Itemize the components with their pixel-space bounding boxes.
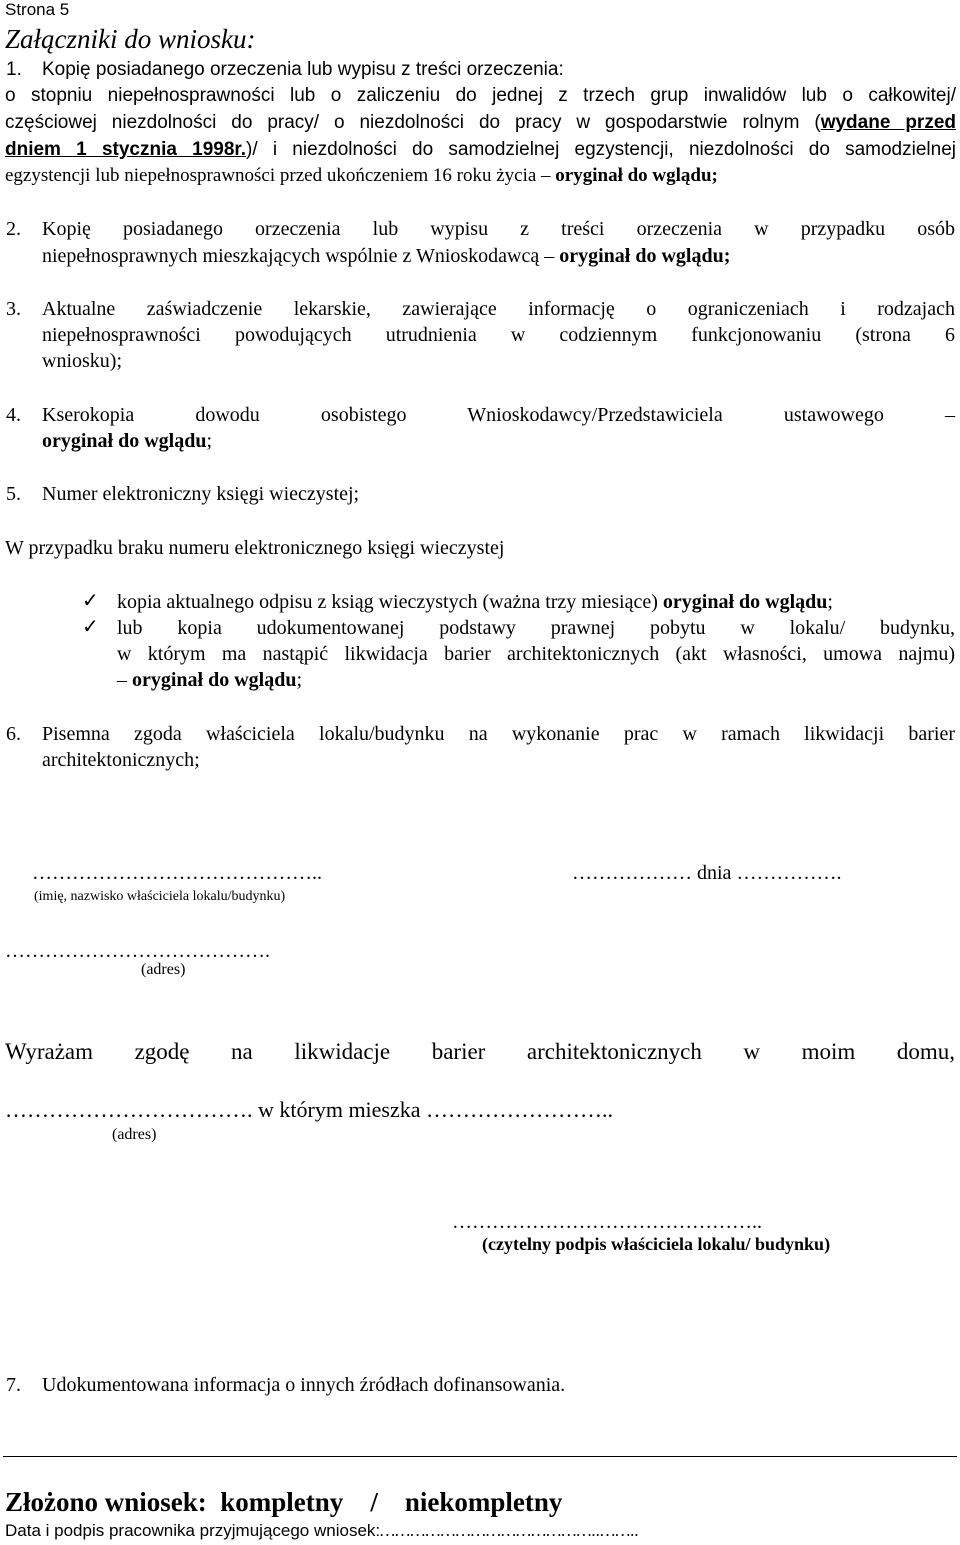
checklist-item-1: kopia aktualnego odpisu z ksiąg wieczystych (ważna trzy miesiące) oryginał do wglądu; xyxy=(117,591,833,613)
item-number: 6. xyxy=(6,723,21,745)
page-label: Strona 5 xyxy=(5,0,70,19)
resident-field[interactable]: …………………….. xyxy=(426,1097,614,1122)
status-label: Złożono wniosek: xyxy=(5,1487,207,1517)
section-heading: W przypadku braku numeru elektronicznego księgi wieczystej xyxy=(5,537,505,559)
application-status: Złożono wniosek: kompletny / niekompletny xyxy=(5,1487,563,1517)
date-field[interactable]: ……………… dnia ……………. xyxy=(572,862,842,884)
checklist-item-2-line: w którym ma nastąpić likwidacja barier architektonicznych (akt własności, umowa najmu) xyxy=(117,643,955,665)
item-number: 2. xyxy=(6,218,21,240)
item-text: egzystencji lub niepełnosprawności przed ukończeniem 16 roku życia – oryginał do wglądu; xyxy=(5,165,718,186)
item-text: architektonicznych; xyxy=(42,749,200,771)
checkmark-icon: ✓ xyxy=(82,590,99,612)
item-text: dniem 1 stycznia 1998r.)/ i niezdolności do samodzielnej egzystencji, niezdolności do samodzielnej xyxy=(5,139,956,160)
owner-address-caption: (adres) xyxy=(141,961,186,978)
item-text: oryginał do wglądu; xyxy=(42,430,213,452)
item-text: niepełnosprawnych mieszkających wspólnie z Wnioskodawcą – oryginał do wglądu; xyxy=(42,245,731,267)
staff-signature-line: Data i podpis pracownika przyjmującego wniosek:……………………………………..…….. xyxy=(5,1521,639,1540)
home-address-field[interactable]: ……………………………. xyxy=(5,1097,253,1122)
owner-address-field[interactable]: …………………………………. xyxy=(5,940,270,962)
owner-signature-caption: (czytelny podpis właściciela lokalu/ budynku) xyxy=(482,1234,831,1254)
item-number: 1. xyxy=(6,59,22,80)
item-text: wniosku); xyxy=(42,350,122,372)
emphasis-text: oryginał do wglądu xyxy=(132,669,297,691)
item-number: 3. xyxy=(6,298,21,320)
emphasis-text: oryginał do wglądu; xyxy=(555,165,718,186)
home-address-caption: (adres) xyxy=(112,1126,157,1143)
item-text: Udokumentowana informacja o innych źródłach dofinansowania. xyxy=(42,1374,566,1396)
item-text: niepełnosprawności powodujących utrudnienia w codziennym funkcjonowaniu (strona 6 xyxy=(42,324,955,346)
divider xyxy=(3,1456,957,1457)
page-title: Załączniki do wniosku: xyxy=(5,24,256,54)
status-option-incomplete[interactable]: niekompletny xyxy=(404,1487,563,1517)
emphasis-text: oryginał do wglądu xyxy=(662,591,828,613)
item-text: Kopię posiadanego orzeczenia lub wypisu z treści orzeczenia: xyxy=(42,59,564,80)
emphasis-text: oryginał do wglądu xyxy=(42,430,207,452)
checkmark-icon: ✓ xyxy=(82,616,99,638)
staff-signature-field[interactable]: ……………………………………..…….. xyxy=(380,1521,639,1540)
checklist-item-2-line: – oryginał do wglądu; xyxy=(117,669,303,691)
item-text: częściowej niezdolności do pracy/ o niezdolności do pracy w gospodarstwie rolnym (wydane przed xyxy=(5,112,956,133)
item-number: 5. xyxy=(6,483,21,505)
home-address-line: ……………………………. w którym mieszka …………………….. xyxy=(5,1097,614,1122)
owner-name-caption: (imię, nazwisko właściciela lokalu/budynku) xyxy=(34,889,286,904)
item-text: Aktualne zaświadczenie lekarskie, zawierające informację o ograniczeniach i rodzajach xyxy=(42,298,955,320)
item-text: o stopniu niepełnosprawności lub o zaliczeniu do jednej z trzech grup inwalidów lub o całkowitej/ xyxy=(5,85,956,106)
item-number: 7. xyxy=(6,1374,21,1396)
item-text: Kopię posiadanego orzeczenia lub wypisu z treści orzeczenia w przypadku osób xyxy=(42,218,955,240)
owner-name-field[interactable]: …………………………………….. xyxy=(32,862,322,884)
status-option-complete[interactable]: kompletny xyxy=(220,1487,344,1517)
item-text: Pisemna zgoda właściciela lokalu/budynku na wykonanie prac w ramach likwidacji barier xyxy=(42,723,955,745)
emphasis-text: wydane przed xyxy=(820,112,956,133)
item-number: 4. xyxy=(6,404,21,426)
consent-statement: Wyrażam zgodę na likwidacje barier architektonicznych w moim domu, xyxy=(5,1039,955,1064)
checklist-item-2: lub kopia udokumentowanej podstawy prawnej pobytu w lokalu/ budynku, xyxy=(117,617,955,639)
owner-signature-field[interactable]: ……………………………………….. xyxy=(452,1211,762,1233)
emphasis-text: oryginał do wglądu; xyxy=(559,245,731,267)
item-text: Kserokopia dowodu osobistego Wnioskodawcy/Przedstawiciela ustawowego – xyxy=(42,404,955,426)
emphasis-text: dniem 1 stycznia 1998r. xyxy=(5,139,247,160)
item-text: Numer elektroniczny księgi wieczystej; xyxy=(42,483,360,505)
